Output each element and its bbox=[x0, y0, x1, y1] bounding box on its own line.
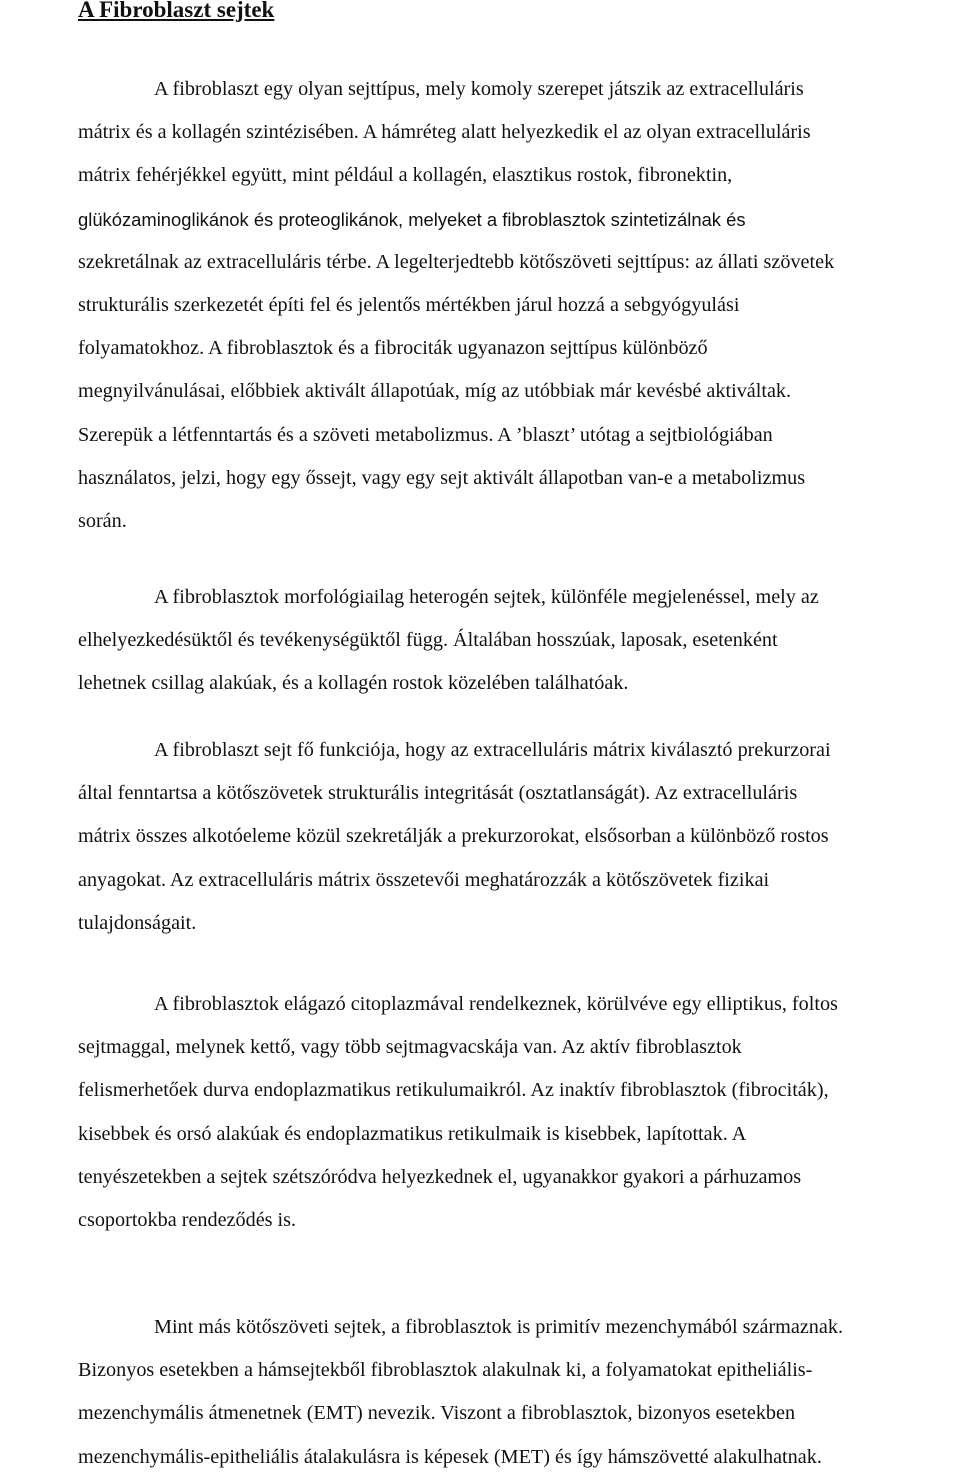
text-line: A fibroblaszt egy olyan sejttípus, mely komoly szerepet játszik az extracelluláris bbox=[154, 78, 804, 100]
document-title: A Fibroblaszt sejtek bbox=[78, 0, 275, 22]
text-line: Szerepük a létfenntartás és a szöveti metabolizmus. A ’blaszt’ utótag a sejtbiológiában bbox=[78, 423, 773, 446]
text-line: szekretálnak az extracelluláris térbe. A legelterjedtebb kötőszöveti sejttípus: az állati szövetek bbox=[78, 250, 835, 273]
paragraph-3 bbox=[2, 729, 958, 945]
text-line: sejtmaggal, melynek kettő, vagy több sejtmagvacskája van. Az aktív fibroblasztok bbox=[78, 1036, 742, 1059]
text-line: felismerhetőek durva endoplazmatikus retikulumaikról. Az inaktív fibroblasztok (fibrociták), bbox=[78, 1079, 829, 1102]
text-line: A fibroblasztok morfológiailag heterogén sejtek, különféle megjelenéssel, mely az bbox=[154, 586, 819, 608]
text-line: tenyészetekben a sejtek szétszóródva helyezkednek el, ugyanakkor gyakori a párhuzamos bbox=[78, 1165, 802, 1188]
paragraph-4 bbox=[2, 983, 958, 1242]
text-line: által fenntartsa a kötőszövetek strukturális integritását (osztatlanságát). Az extracelluláris bbox=[78, 782, 798, 805]
text-line: folyamatokhoz. A fibroblasztok és a fibrociták ugyanazon sejttípus különböző bbox=[78, 337, 708, 360]
text-line: A fibroblaszt sejt fő funkciója, hogy az extracelluláris mátrix kiválasztó prekurzorai bbox=[154, 739, 831, 761]
text-line: mátrix fehérjékkel együtt, mint például a kollagén, elasztikus rostok, fibronektin, bbox=[78, 164, 733, 187]
text-line: anyagokat. Az extracelluláris mátrix összetevői meghatározzák a kötőszövetek fizikai bbox=[78, 868, 770, 891]
text-line: mezenchymális-epitheliális átalakulásra is képesek (MET) és így hámszövetté alakulhatnak. bbox=[78, 1445, 822, 1468]
text-line: elhelyezkedésüktől és tevékenységüktől függ. Általában hosszúak, laposak, esetenként bbox=[78, 629, 778, 652]
text-line: használatos, jelzi, hogy egy őssejt, vagy egy sejt aktivált állapotban van-e a metabolizmus bbox=[78, 466, 806, 489]
paragraph-2 bbox=[2, 576, 958, 706]
text-line: csoportokba rendeződés is. bbox=[78, 1209, 297, 1232]
text-line: mezenchymális átmenetnek (EMT) nevezik. Viszont a fibroblasztok, bizonyos esetekben bbox=[78, 1402, 796, 1425]
text-line: Bizonyos esetekben a hámsejtekből fibroblasztok alakulnak ki, a folyamatokat epitheliális- bbox=[78, 1359, 813, 1382]
text-line: lehetnek csillag alakúak, és a kollagén rostok közelében találhatóak. bbox=[78, 672, 629, 695]
text-line: tulajdonságait. bbox=[78, 911, 197, 934]
text-line: glükózaminoglikánok és proteoglikánok, melyeket a fibroblasztok szintetizálnak és bbox=[78, 208, 746, 230]
text-line: során. bbox=[78, 510, 127, 533]
text-line: strukturális szerkezetét építi fel és jelentős mértékben járul hozzá a sebgyógyulási bbox=[78, 294, 740, 317]
text-line: mátrix összes alkotóeleme közül szekretálják a prekurzorokat, elsősorban a különböző rostos bbox=[78, 825, 829, 848]
paragraph-1 bbox=[2, 68, 958, 543]
text-line: Mint más kötőszöveti sejtek, a fibroblasztok is primitív mezenchymából származnak. bbox=[154, 1316, 843, 1338]
text-line: megnyilvánulásai, előbbiek aktivált állapotúak, míg az utóbbiak már kevésbé aktiváltak. bbox=[78, 380, 792, 403]
text-line: mátrix és a kollagén szintézisében. A hámréteg alatt helyezkedik el az olyan extracelluláris bbox=[78, 121, 811, 144]
text-line: kisebbek és orsó alakúak és endoplazmatikus retikulmaik is kisebbek, lapítottak. A bbox=[78, 1122, 747, 1145]
paragraph-5 bbox=[2, 1306, 958, 1479]
text-line: A fibroblasztok elágazó citoplazmával rendelkeznek, körülvéve egy elliptikus, foltos bbox=[154, 993, 838, 1015]
